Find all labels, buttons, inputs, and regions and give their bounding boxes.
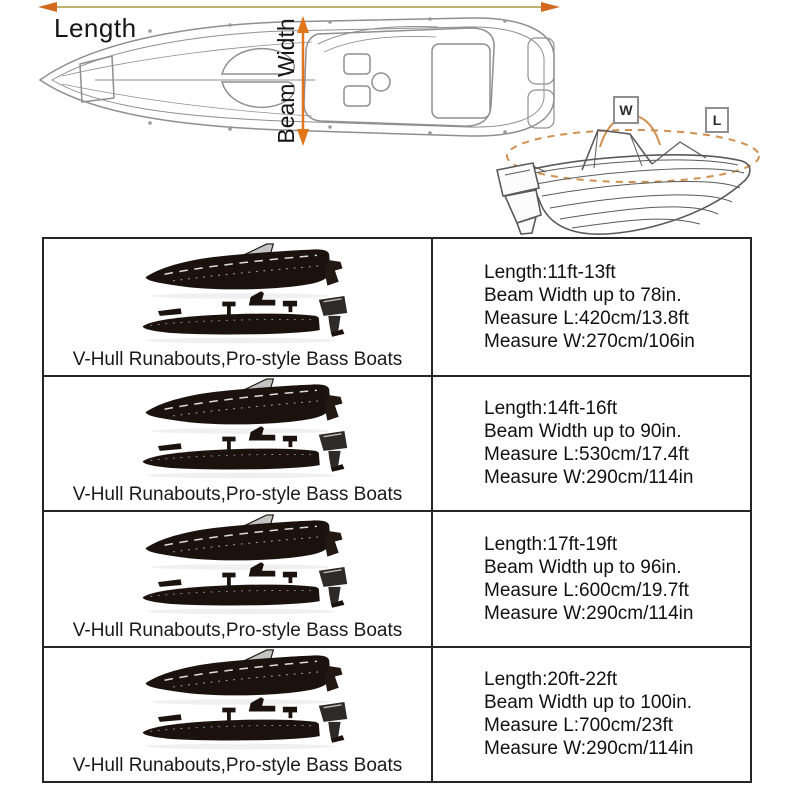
size-row-2	[44, 375, 750, 511]
spec-measure-l: Measure L:600cm/19.7ft	[484, 579, 689, 601]
boat-silhouettes	[121, 378, 369, 484]
boat-types-caption: V-Hull Runabouts,Pro-style Bass Boats	[72, 619, 403, 641]
beam-width-label: Beam Width	[273, 18, 299, 144]
size-row-4	[44, 646, 750, 782]
boat-types-cell	[44, 512, 433, 646]
boat-types-caption: V-Hull Runabouts,Pro-style Bass Boats	[72, 348, 403, 370]
size-row-3	[44, 510, 750, 646]
boat-silhouettes	[121, 514, 369, 620]
spec-beam-width: Beam Width up to 96in.	[484, 556, 682, 578]
boat-types-cell	[44, 648, 433, 782]
size-specs-cell	[433, 377, 750, 511]
spec-measure-w: Measure W:270cm/106in	[484, 330, 695, 352]
boat-types-cell	[44, 239, 433, 375]
covered-boat-illustration	[497, 115, 759, 234]
spec-length: Length:17ft-19ft	[484, 533, 618, 555]
spec-length: Length:14ft-16ft	[484, 398, 618, 420]
spec-length: Length:20ft-22ft	[484, 669, 618, 691]
spec-beam-width: Beam Width up to 90in.	[484, 421, 682, 443]
boat-silhouettes	[121, 649, 369, 755]
boat-types-caption: V-Hull Runabouts,Pro-style Bass Boats	[72, 484, 403, 505]
spec-measure-w: Measure W:290cm/114in	[484, 602, 694, 624]
size-specs-cell	[433, 512, 750, 646]
spec-measure-w: Measure W:290cm/114in	[484, 467, 694, 489]
spec-length: Length:11ft-13ft	[484, 261, 616, 283]
width-badge: W	[613, 96, 639, 124]
spec-measure-l: Measure L:420cm/13.8ft	[484, 307, 689, 329]
size-specs-cell	[433, 648, 750, 782]
spec-measure-l: Measure L:700cm/23ft	[484, 715, 674, 737]
size-specs-cell	[433, 239, 750, 375]
length-arrow	[38, 2, 560, 12]
size-table	[42, 237, 752, 783]
spec-beam-width: Beam Width up to 100in.	[484, 692, 693, 714]
spec-beam-width: Beam Width up to 78in.	[484, 284, 682, 306]
size-row-1	[44, 239, 750, 375]
spec-measure-w: Measure W:290cm/114in	[484, 738, 694, 760]
spec-measure-l: Measure L:530cm/17.4ft	[484, 444, 689, 466]
boat-types-cell	[44, 377, 433, 511]
length-label: Length	[54, 13, 137, 43]
boat-silhouettes	[121, 243, 369, 349]
length-badge: L	[705, 107, 729, 133]
boat-types-caption: V-Hull Runabouts,Pro-style Bass Boats	[72, 755, 403, 776]
